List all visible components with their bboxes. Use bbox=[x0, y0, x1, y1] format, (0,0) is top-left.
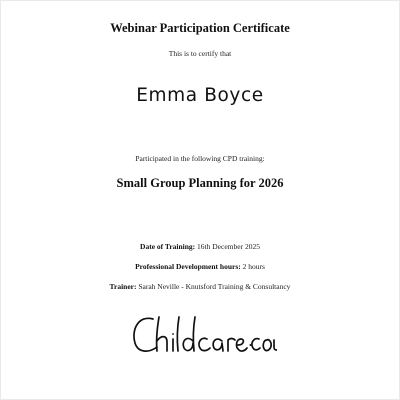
certify-text: This is to certify that bbox=[168, 49, 232, 58]
cpd-hours-row bbox=[1, 262, 399, 271]
trainer-row bbox=[1, 282, 399, 291]
cpd-hours-label: Professional Development hours: bbox=[135, 262, 241, 271]
childcare-logo bbox=[127, 309, 277, 367]
training-date-value: 16th December 2025 bbox=[197, 242, 260, 251]
certificate-title: Webinar Participation Certificate bbox=[110, 21, 290, 35]
course-title: Small Group Planning for 2026 bbox=[116, 176, 284, 190]
trainer-value: Sarah Neville - Knutsford Training & Consultancy bbox=[138, 282, 291, 291]
training-date-row bbox=[1, 242, 399, 251]
recipient-name: Emma Boyce bbox=[136, 85, 264, 106]
trainer-label: Trainer: bbox=[109, 282, 137, 291]
cpd-hours-value: 2 hours bbox=[242, 262, 265, 271]
participation-text: Participated in the following CPD training: bbox=[135, 154, 265, 163]
training-date-label: Date of Training: bbox=[140, 242, 196, 251]
